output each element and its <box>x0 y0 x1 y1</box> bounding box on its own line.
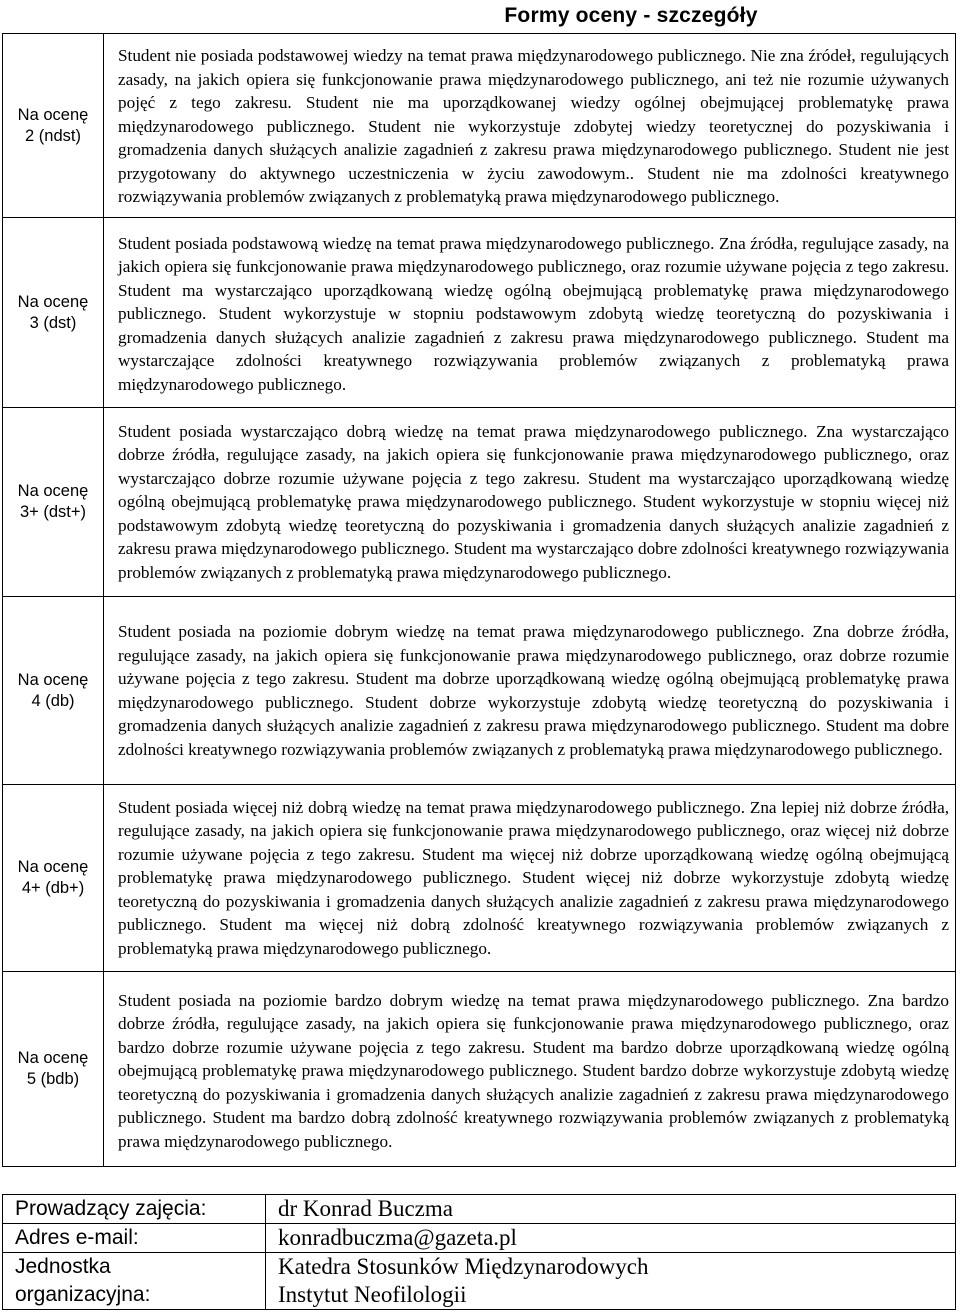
email-value[interactable]: konradbuczma@gazeta.pl <box>266 1224 956 1253</box>
grade-label-prefix: Na ocenę <box>17 482 89 500</box>
page-title: Formy oceny - szczegóły <box>504 4 758 27</box>
grade-label-cell <box>3 785 104 972</box>
grade-label-value: 2 (ndst) <box>25 126 81 145</box>
lecturer-label: Prowadzący zajęcia: <box>3 1195 266 1224</box>
lecturer-value: dr Konrad Buczma <box>266 1195 956 1224</box>
grade-label-value: 5 (bdb) <box>26 1070 80 1088</box>
grade-label-value: 4 (db) <box>31 691 75 710</box>
grade-description: Student posiada więcej niż dobrą wiedzę na temat prawa międzynarodowego publicznego. Zna lepiej niż dobrze źródła, regulujące zasady, na jakich opiera się funkcjonowanie prawa międzynarodowego publicznego, oraz więcej niż dobrze rozumie używane pojęcia z tego zakresu. Student ma więcej niż dobrze uporządkowaną wiedzę ogólną obejmującą problematykę prawa międzynarodowego publicznego. Student więcej niż dobrze wykorzystuje zdobytą wiedzę teoretyczną do pozyskiwania i gromadzenia danych służących analizie zagadnień z zakresu prawa międzynarodowego publicznego. Student ma więcej niż dobrą zdolność kreatywnego rozwiązywania problemów związanych z problematyką prawa międzynarodowego publicznego. <box>104 785 956 972</box>
grade-label-value: 3+ (dst+) <box>19 503 87 521</box>
grade-label-cell <box>3 34 104 218</box>
grade-label-cell <box>3 408 104 597</box>
grade-label-prefix: Na ocenę <box>17 858 89 876</box>
grade-label-cell <box>3 972 104 1167</box>
grade-description: Student posiada na poziomie bardzo dobrym wiedzę na temat prawa międzynarodowego publicznego. Zna bardzo dobrze źródła, regulujące zasady, na jakich opiera się funkcjonowanie prawa międzynarodowego publicznego, oraz bardzo dobrze rozumie używane pojęcia z tego zakresu. Student ma bardzo dobrze uporządkowaną wiedzę ogólną obejmującą problematykę prawa międzynarodowego publicznego. Student bardzo dobrze wykorzystuje zdobytą wiedzę teoretyczną do pozyskiwania i gromadzenia danych służących analizie zagadnień z zakresu prawa międzynarodowego publicznego. Student ma bardzo dobrą zdolność kreatywnego rozwiązywania problemów związanych z problematyką prawa międzynarodowego publicznego. <box>104 972 956 1167</box>
grade-label-prefix: Na ocenę <box>17 670 89 689</box>
email-label: Adres e-mail: <box>3 1224 266 1253</box>
unit-label-line: Jednostka <box>15 1255 111 1278</box>
table-row <box>3 218 956 408</box>
grade-label-cell <box>3 597 104 785</box>
table-row <box>3 408 956 597</box>
grade-label-value: 4+ (db+) <box>21 879 85 897</box>
grade-label-value: 3 (dst) <box>29 313 77 332</box>
course-info-table <box>2 1194 956 1310</box>
unit-value <box>266 1253 956 1310</box>
table-row <box>3 597 956 785</box>
grade-label-prefix: Na ocenę <box>17 105 89 124</box>
grade-description: Student nie posiada podstawowej wiedzy na temat prawa międzynarodowego publicznego. Nie zna źródeł, regulujących zasady, na jakich opiera się funkcjonowanie prawa międzynarodowego publicznego, ani też nie rozumie używanych pojęć z tego zakresu. Student nie ma uporządkowanej wiedzy ogólnej obejmującej problematykę prawa międzynarodowego publicznego. Student nie wykorzystuje zdobytej wiedzy teoretycznej do pozyskiwania i gromadzenia danych służących analizie zagadnień z zakresu prawa międzynarodowego publicznego. Student nie jest przygotowany do aktywnego uczestniczenia w życiu zawodowym.. Student nie ma zdolności kreatywnego rozwiązywania problemów związanych z problematyką prawa międzynarodowego publicznego. <box>104 34 956 218</box>
table-row <box>3 1195 956 1224</box>
unit-label-line: organizacyjna: <box>15 1283 151 1306</box>
grade-description: Student posiada wystarczająco dobrą wiedzę na temat prawa międzynarodowego publicznego. Zna wystarczająco dobrze źródła, regulujące zasady, na jakich opiera się funkcjonowanie prawa międzynarodowego publicznego, oraz wystarczająco dobrze rozumie używane pojęcia z tego zakresu. Student ma wystarczająco uporządkowaną wiedzę ogólną obejmującą problematykę prawa międzynarodowego publicznego. Student wykorzystuje w stopniu więcej niż podstawowym zdobytą wiedzę teoretyczną do pozyskiwania i gromadzenia danych służących analizie zagadnień z zakresu prawa międzynarodowego publicznego. Student ma wystarczająco dobre zdolności kreatywnego rozwiązywania problemów związanych z problematyką prawa międzynarodowego publicznego. <box>104 408 956 597</box>
grade-description: Student posiada na poziomie dobrym wiedzę na temat prawa międzynarodowego publicznego. Zna dobrze źródła, regulujące zasady, na jakich opiera się funkcjonowanie prawa międzynarodowego publicznego, oraz dobrze rozumie używane pojęcia z tego zakresu. Student ma dobrze uporządkowaną wiedzę ogólną obejmującą problematykę prawa międzynarodowego publicznego. Student dobrze wykorzystuje zdobytą wiedzę teoretyczną do pozyskiwania i gromadzenia danych służących analizie zagadnień z zakresu prawa międzynarodowego publicznego. Student ma dobre zdolności kreatywnego rozwiązywania problemów związanych z problematyką prawa międzynarodowego publicznego. <box>104 597 956 785</box>
table-row <box>3 972 956 1167</box>
grade-description: Student posiada podstawową wiedzę na temat prawa międzynarodowego publicznego. Zna źródła, regulujące zasady, na jakich opiera się funkcjonowanie prawa międzynarodowego publicznego, oraz rozumie używane pojęcia z tego zakresu. Student ma wystarczająco uporządkowaną wiedzę ogólną obejmującą problematykę prawa międzynarodowego publicznego. Student wykorzystuje w stopniu podstawowym zdobytą wiedzę teoretyczną do pozyskiwania i gromadzenia danych służących analizie zagadnień z zakresu prawa międzynarodowego publicznego. Student ma wystarczające zdolności kreatywnego rozwiązywania problemów związanych z problematyką prawa międzynarodowego publicznego. <box>104 218 956 408</box>
table-row <box>3 34 956 218</box>
grading-table <box>2 33 956 1167</box>
table-row <box>3 1253 956 1310</box>
unit-label <box>3 1253 266 1310</box>
table-row <box>3 1224 956 1253</box>
grade-label-cell <box>3 218 104 408</box>
unit-value-line: Instytut Neofilologii <box>278 1282 467 1307</box>
grade-label-prefix: Na ocenę <box>17 1049 89 1067</box>
grade-label-prefix: Na ocenę <box>17 292 89 311</box>
unit-value-line: Katedra Stosunków Międzynarodowych <box>278 1254 649 1279</box>
table-row <box>3 785 956 972</box>
